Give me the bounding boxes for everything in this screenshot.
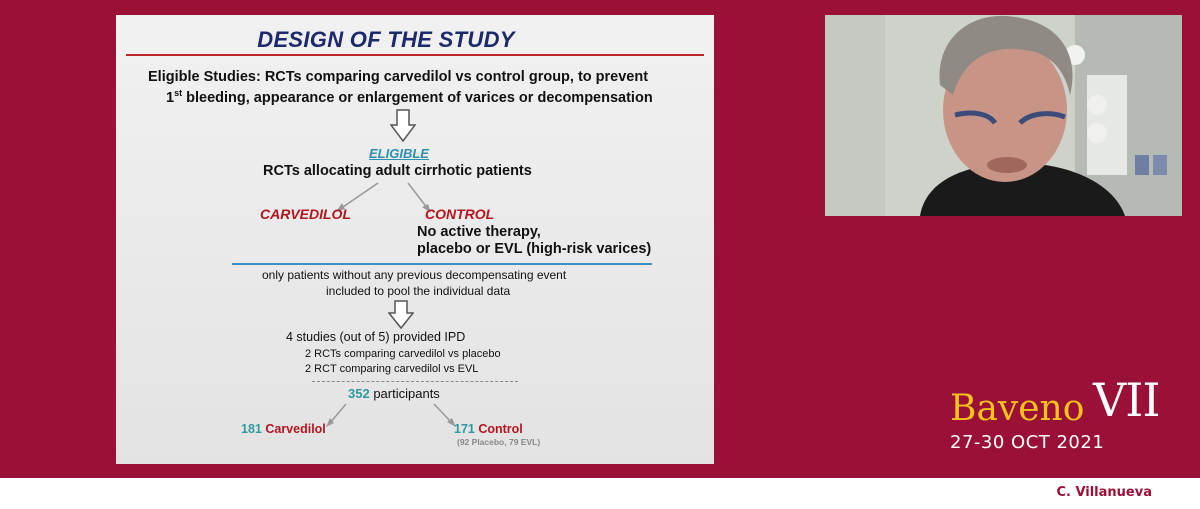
speaker-name: C. Villanueva <box>1056 485 1152 500</box>
control-description-line1: No active therapy, <box>417 224 541 240</box>
participants-total <box>348 386 440 401</box>
carvedilol-group <box>241 422 326 436</box>
studies-provided: 4 studies (out of 5) provided IPD <box>286 330 466 344</box>
speaker-video <box>825 15 1182 216</box>
eligible-studies-line1: Eligible Studies: RCTs comparing carvedilol vs control group, to prevent <box>148 69 649 85</box>
divider-blue <box>232 263 652 265</box>
control-breakdown: (92 Placebo, 79 EVL) <box>457 437 541 447</box>
divider-dashed <box>312 381 518 382</box>
down-arrow-icon <box>390 109 416 143</box>
split-arrows-icon <box>316 401 466 431</box>
baveno-logo-text: Baveno <box>950 388 1085 429</box>
carvedilol-group-label: Carvedilol <box>265 422 326 436</box>
ordinal-suffix: st <box>174 88 183 98</box>
rct-evl: 2 RCT comparing carvedilol vs EVL <box>305 363 479 375</box>
control-group <box>454 422 523 436</box>
only-patients-line1: only patients without any previous decompensating event <box>262 268 567 282</box>
participants-label: participants <box>373 386 440 401</box>
eligible-studies-line2-text: bleeding, appearance or enlargement of varices or decompensation <box>182 89 653 106</box>
only-patients-line2: included to pool the individual data <box>326 284 511 298</box>
baveno-logo-roman: VII <box>1093 373 1160 427</box>
participants-number: 352 <box>348 386 370 401</box>
slide-title: DESIGN OF THE STUDY <box>257 27 515 52</box>
rct-placebo: 2 RCTs comparing carvedilol vs placebo <box>305 348 501 360</box>
control-arm-label: CONTROL <box>425 206 495 222</box>
rcts-allocating: RCTs allocating adult cirrhotic patients <box>263 163 532 179</box>
title-underline <box>126 54 704 56</box>
speaker-person-icon <box>825 15 1182 216</box>
control-count: 171 <box>454 422 475 436</box>
control-description-line2: placebo or EVL (high-risk varices) <box>417 241 652 257</box>
down-arrow-icon <box>388 300 414 330</box>
footer-bar <box>0 478 1200 509</box>
carvedilol-count: 181 <box>241 422 262 436</box>
event-date: 27-30 OCT 2021 <box>950 432 1105 453</box>
slide <box>116 15 714 464</box>
control-group-label: Control <box>478 422 523 436</box>
eligible-label: ELIGIBLE <box>369 146 429 161</box>
carvedilol-arm-label: CARVEDILOL <box>260 206 351 222</box>
ordinal-number: 1 <box>166 89 175 106</box>
eligible-studies-line2 <box>166 88 653 106</box>
